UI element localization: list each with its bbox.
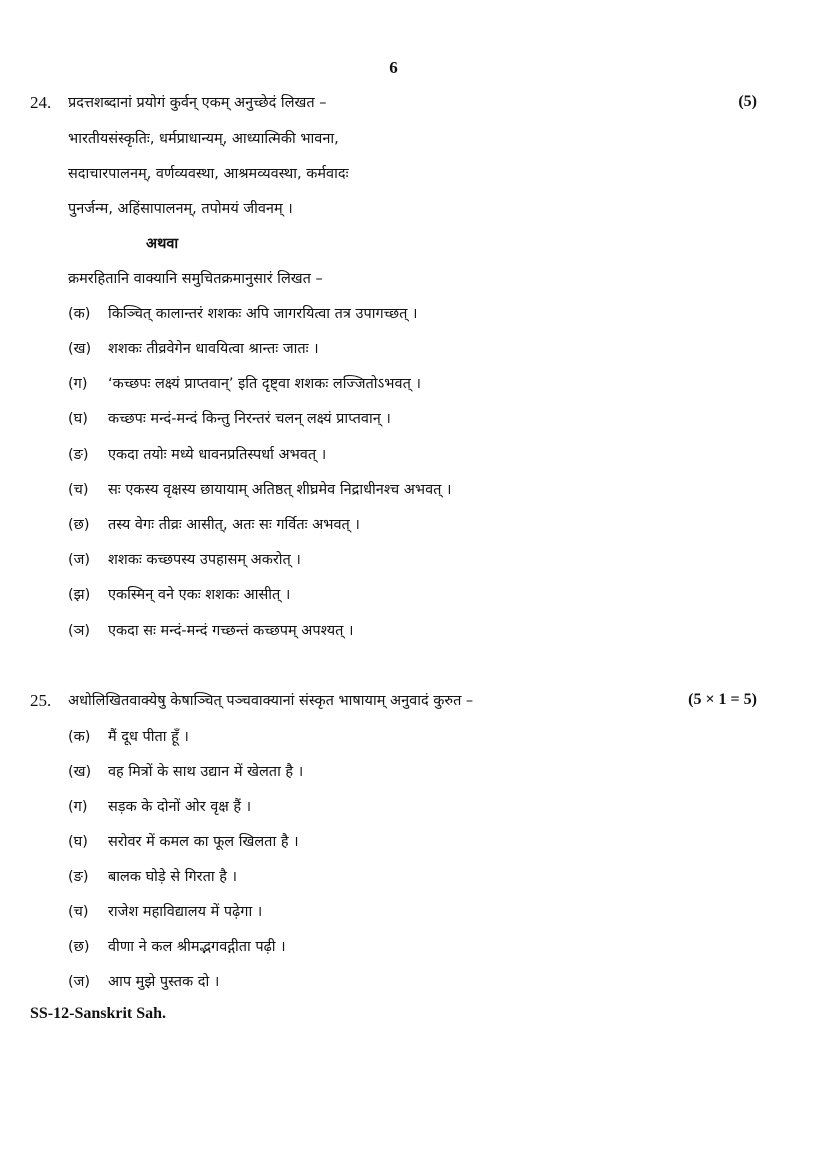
list-item-label: (घ) [68,411,88,427]
list-item-text: एकस्मिन् वने एकः शशकः आसीत् । [108,587,291,603]
q24-marks: (5) [738,93,757,110]
list-item-label: (छ) [68,517,90,533]
list-item-label: (च) [68,482,89,498]
list-item-text: शशकः तीव्रवेगेन धावयित्वा श्रान्तः जातः । [108,341,319,357]
q24-words-line-2: सदाचारपालनम्, वर्णव्यवस्था, आश्रमव्यवस्था, कर्मवादः [68,166,349,182]
list-item-label: (ङ) [68,869,89,885]
q24-number: 24. [30,93,52,112]
list-item-label: (क) [68,729,91,745]
list-item-text: आप मुझे पुस्तक दो । [108,974,220,990]
q25-marks: (5 × 1 = 5) [688,691,757,708]
list-item-label: (च) [68,904,89,920]
list-item-text: तस्य वेगः तीव्रः आसीत्, अतः सः गर्वितः अभवत् । [108,517,360,533]
list-item-label: (घ) [68,834,88,850]
list-item-text: सः एकस्य वृक्षस्य छायायाम् अतिष्ठत् शीघ्रमेव निद्राधीनश्च अभवत् । [108,482,452,498]
list-item-label: (ञ) [68,623,91,639]
list-item-text: शशकः कच्छपस्य उपहासम् अकरोत् । [108,552,301,568]
footer-code: SS-12-Sanskrit Sah. [30,1005,167,1022]
list-item-text: एकदा तयोः मध्ये धावनप्रतिस्पर्धा अभवत् । [108,447,327,463]
list-item-label: (ख) [68,341,92,357]
list-item-text: वीणा ने कल श्रीमद्भगवद्गीता पढ़ी । [108,939,286,955]
list-item-label: (क) [68,306,91,322]
list-item-label: (ज) [68,552,91,568]
q24-alt-instruction: क्रमरहितानि वाक्यानि समुचितक्रमानुसारं लिखत – [68,271,323,287]
list-item-text: एकदा सः मन्दं-मन्दं गच्छन्तं कच्छपम् अपश्यत् । [108,623,354,639]
list-item-text: ‘कच्छपः लक्ष्यं प्राप्तवान्’ इति दृष्ट्वा शशकः लज्जितोऽभवत् । [108,376,421,392]
list-item-label: (छ) [68,939,90,955]
list-item-text: कच्छपः मन्दं-मन्दं किन्तु निरन्तरं चलन् लक्ष्यं प्राप्तवान् । [108,411,391,427]
list-item-label: (झ) [68,587,91,603]
list-item-text: राजेश महाविद्यालय में पढ़ेगा । [108,904,263,920]
q25-instruction: अधोलिखितवाक्येषु केषाञ्चित् पञ्चवाक्यानां संस्कृत भाषायाम् अनुवादं कुरुत – [68,693,474,709]
list-item-label: (ख) [68,764,92,780]
q24-words-line-1: भारतीयसंस्कृतिः, धर्मप्राधान्यम्, आध्यात्मिकी भावना, [68,131,339,147]
list-item-text: किञ्चित् कालान्तरं शशकः अपि जागरयित्वा तत्र उपागच्छत् । [108,306,418,322]
q24-instruction: प्रदत्तशब्दानां प्रयोगं कुर्वन् एकम् अनुच्छेदं लिखत – [68,95,327,111]
list-item-text: सरोवर में कमल का फूल खिलता है । [108,834,299,850]
q24-words-line-3: पुनर्जन्म, अहिंसापालनम्, तपोमयं जीवनम् । [68,201,293,217]
list-item-label: (ग) [68,799,88,815]
list-item-label: (ङ) [68,447,89,463]
q24-or-heading: अथवा [146,236,179,252]
list-item-text: मैं दूध पीता हूँ । [108,729,189,745]
list-item-label: (ग) [68,376,88,392]
list-item-text: बालक घोड़े से गिरता है । [108,869,237,885]
list-item-label: (ज) [68,974,91,990]
page-number: 6 [389,58,398,77]
list-item-text: सड़क के दोनों ओर वृक्ष हैं । [108,799,252,815]
q25-number: 25. [30,691,52,710]
list-item-text: वह मित्रों के साथ उद्यान में खेलता है । [108,764,304,780]
